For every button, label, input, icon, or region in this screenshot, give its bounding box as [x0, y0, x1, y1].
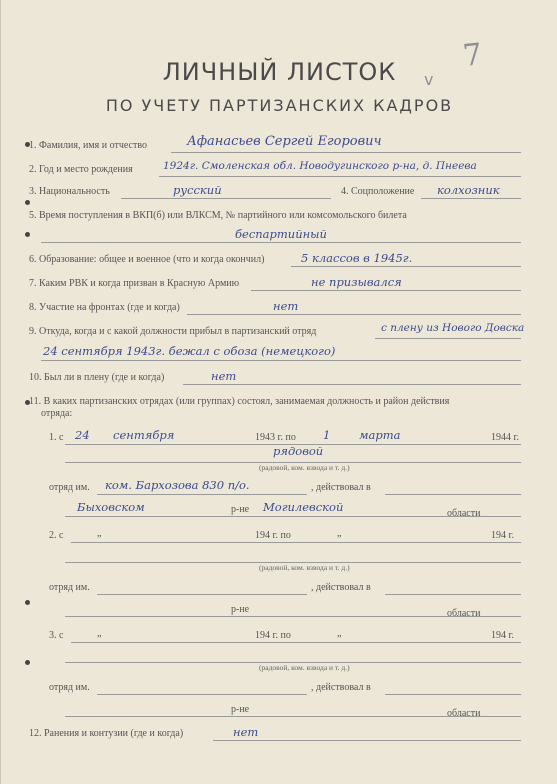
period-1-dates: 1. с 24 сентября 1943 г. по 1 марта 1944 г.: [1, 428, 557, 448]
field-party: 5. Время поступления в ВКП(б) или ВЛКСМ, № партийного или комсомольского билета: [29, 210, 407, 221]
party-value: беспартийный: [235, 227, 327, 241]
birth-value: 1924г. Смоленская обл. Новодугинского р-на, д. Пнеева: [163, 160, 477, 172]
field-nationality: 3. Национальность русский 4. Соцположение колхозник: [1, 182, 557, 202]
field-arrival: 9. Откуда, когда и с какой должности прибыл в партизанский отряд с плену из Нового Довска: [29, 322, 525, 337]
social-status-value: колхозник: [437, 183, 500, 197]
corner-number: 7: [461, 37, 484, 74]
wounds-value: нет: [233, 725, 259, 739]
check-mark: v: [424, 70, 434, 89]
field-fronts: 8. Участие на фронтах (где и когда) нет: [1, 298, 557, 318]
document-title: ЛИЧНЫЙ ЛИСТОК: [162, 58, 397, 86]
full-name-value: Афанасьев Сергей Егорович: [187, 134, 382, 149]
conscription-value: не призывался: [311, 275, 402, 289]
fronts-value: нет: [273, 299, 299, 313]
field-wounds: 12. Ранения и контузии (где и когда) нет: [1, 724, 557, 744]
period-1-detachment: отряд им. ком. Бархозова 830 п/о. , действовал в: [1, 478, 557, 498]
field-education: 6. Образование: общее и военное (что и когда окончил) 5 классов в 1945г.: [1, 250, 557, 270]
personal-record-sheet: 7 v ЛИЧНЫЙ ЛИСТОК ПО УЧЕТУ ПАРТИЗАНСКИХ КАДРОВ 1. Фамилия, имя и отчество Афанасьев Сергей Егорович 2. Год и место рождения 1924г. Смоленская обл. Новодугинского р-на, д. Пнеева 3. Национальность русский 4. Соцположение колхозник 5. Время поступления в ВКП(б) или ВЛКСМ, № партийного или комсомольского билета беспартийный 6. Образование: общее и военное (что и когда окончил) 5 классов в 1945г. 7. Каким РВК и когда призван в Красную Армию не призывался 8. Участие на фронтах (где и когда) нет 9. Откуда, когда и с какой должности прибыл в партизанский отряд с плену из Нового Довска 24 сентября 1943г. бежал с обоза (немецкого) 10. Был ли в плену (где и когда) нет 11. В каких партизанских отрядах (или группах) состоял, занимаемая должность и район действия отряда: 1. с 24 сентября 1943 г. по 1 марта 1944 г. рядовой (радовой, ком. взвода и т. д.) отряд им. ком. Бархозова 830 п/о. , действовал в Быховском р-не Могилевской области 2. с „ 194 г. по „ 194 г. (радовой, ком. взвода и т. д.) отряд им. , действовал в р-не области 3. с „ 194 г. по „ 194 г. (радовой, ком. взвода и т. д.) отряд им. , действовал в р-не области 12. Ранения и контузии (где и когда) нет: [0, 0, 557, 784]
field-detachments: 11. В каких партизанских отрядах (или группах) состоял, занимаемая должность и район действия: [29, 396, 450, 407]
field-conscription: 7. Каким РВК и когда призван в Красную Армию не призывался: [1, 274, 557, 294]
period-2-detachment: отряд им. , действовал в: [1, 578, 557, 598]
period-2-dates: 2. с „ 194 г. по „ 194 г.: [1, 526, 557, 546]
field-captivity: 10. Был ли в плену (где и когда) нет: [1, 368, 557, 388]
document-subtitle: ПО УЧЕТУ ПАРТИЗАНСКИХ КАДРОВ: [105, 96, 454, 115]
arrival-value-2: 24 сентября 1943г. бежал с обоза (немецкого): [43, 344, 336, 358]
captivity-value: нет: [211, 369, 237, 383]
nationality-value: русский: [173, 183, 222, 197]
field-birth: 2. Год и место рождения 1924г. Смоленская обл. Новодугинского р-на, д. Пнеева: [1, 160, 557, 180]
period-1-position: рядовой: [273, 444, 324, 458]
period-1-area: Быховском р-не Могилевской области: [1, 500, 557, 520]
period-3-detachment: отряд им. , действовал в: [1, 678, 557, 698]
period-3-dates: 3. с „ 194 г. по „ 194 г.: [1, 626, 557, 646]
education-value: 5 классов в 1945г.: [301, 251, 413, 265]
arrival-value-1: с плену из Нового Довска: [381, 322, 525, 334]
field-full-name: 1. Фамилия, имя и отчество Афанасьев Сергей Егорович: [1, 136, 557, 156]
period-3-area: р-не области: [1, 700, 557, 720]
period-2-area: р-не области: [1, 600, 557, 620]
